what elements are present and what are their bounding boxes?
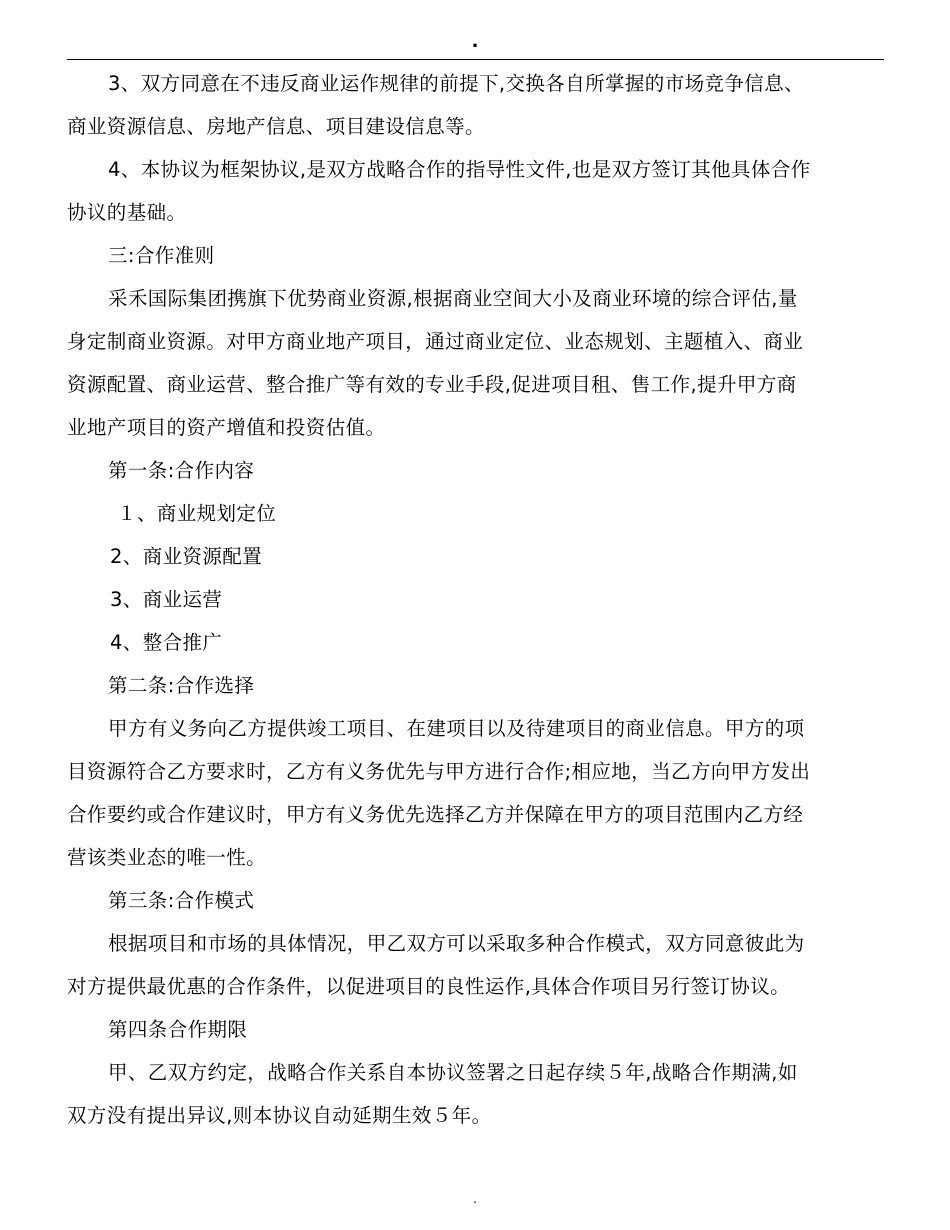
- article-heading-3: 第三条:合作模式: [108, 889, 255, 912]
- text-line: 协议的基础。: [67, 201, 187, 224]
- list-item-4: 4、整合推广: [110, 631, 223, 654]
- document-body: [67, 62, 884, 1137]
- text-line: 根据项目和市场的具体情况，甲乙双方可以采取多种合作模式，双方同意彼此为: [108, 932, 805, 955]
- text-line: 业地产项目的资产增值和投资估值。: [67, 416, 386, 439]
- text-line: 对方提供最优惠的合作条件，以促进项目的良性运作,具体合作项目另行签订协议。: [67, 975, 790, 998]
- text-line: 双方没有提出异议,则本协议自动延期生效５年。: [67, 1104, 492, 1127]
- header-rule: [67, 59, 884, 60]
- text-line: 营该类业态的唯一性。: [67, 846, 267, 869]
- list-item-2: 2、商业资源配置: [110, 545, 263, 568]
- text-line: 3、双方同意在不违反商业运作规律的前提下,交换各自所掌握的市场竞争信息、: [108, 72, 805, 95]
- paragraph-selection: [67, 707, 884, 879]
- text-line: 甲方有义务向乙方提供竣工项目、在建项目以及待建项目的商业信息。甲方的项: [108, 717, 805, 740]
- list-item-1: １、商业规划定位: [117, 502, 277, 525]
- paragraph-clause-4: [67, 148, 884, 234]
- list-item-3: 3、商业运营: [110, 588, 223, 611]
- paragraph-term: [67, 1051, 884, 1137]
- paragraph-clause-3: [67, 62, 884, 148]
- text-line: 商业资源信息、房地产信息、项目建设信息等。: [67, 115, 485, 138]
- text-line: 目资源符合乙方要求时，乙方有义务优先与甲方进行合作;相应地，当乙方向甲方发出: [67, 760, 811, 783]
- article-heading-4: 第四条合作期限: [108, 1018, 248, 1041]
- text-line: 4、本协议为框架协议,是双方战略合作的指导性文件,也是双方签订其他具体合作: [108, 158, 811, 181]
- text-line: 资源配置、商业运营、整合推广等有效的专业手段,促进项目租、售工作,提升甲方商: [67, 373, 797, 396]
- text-line: 采禾国际集团携旗下优势商业资源,根据商业空间大小及商业环境的综合评估,量: [108, 287, 798, 310]
- footer-mark: .: [473, 1192, 477, 1206]
- text-line: 甲、乙双方约定，战略合作关系自本协议签署之日起存续５年,战略合作期满,如: [108, 1061, 798, 1084]
- header-mark: .: [471, 31, 479, 52]
- paragraph-principles: [67, 277, 884, 449]
- paragraph-mode: [67, 922, 884, 1008]
- section-heading-principles: 三:合作准则: [108, 244, 215, 267]
- article-heading-2: 第二条:合作选择: [108, 674, 255, 697]
- article-heading-1: 第一条:合作内容: [108, 459, 255, 482]
- text-line: 身定制商业资源。对甲方商业地产项目，通过商业定位、业态规划、主题植入、商业: [67, 330, 804, 353]
- text-line: 合作要约或合作建议时，甲方有义务优先选择乙方并保障在甲方的项目范围内乙方经: [67, 803, 804, 826]
